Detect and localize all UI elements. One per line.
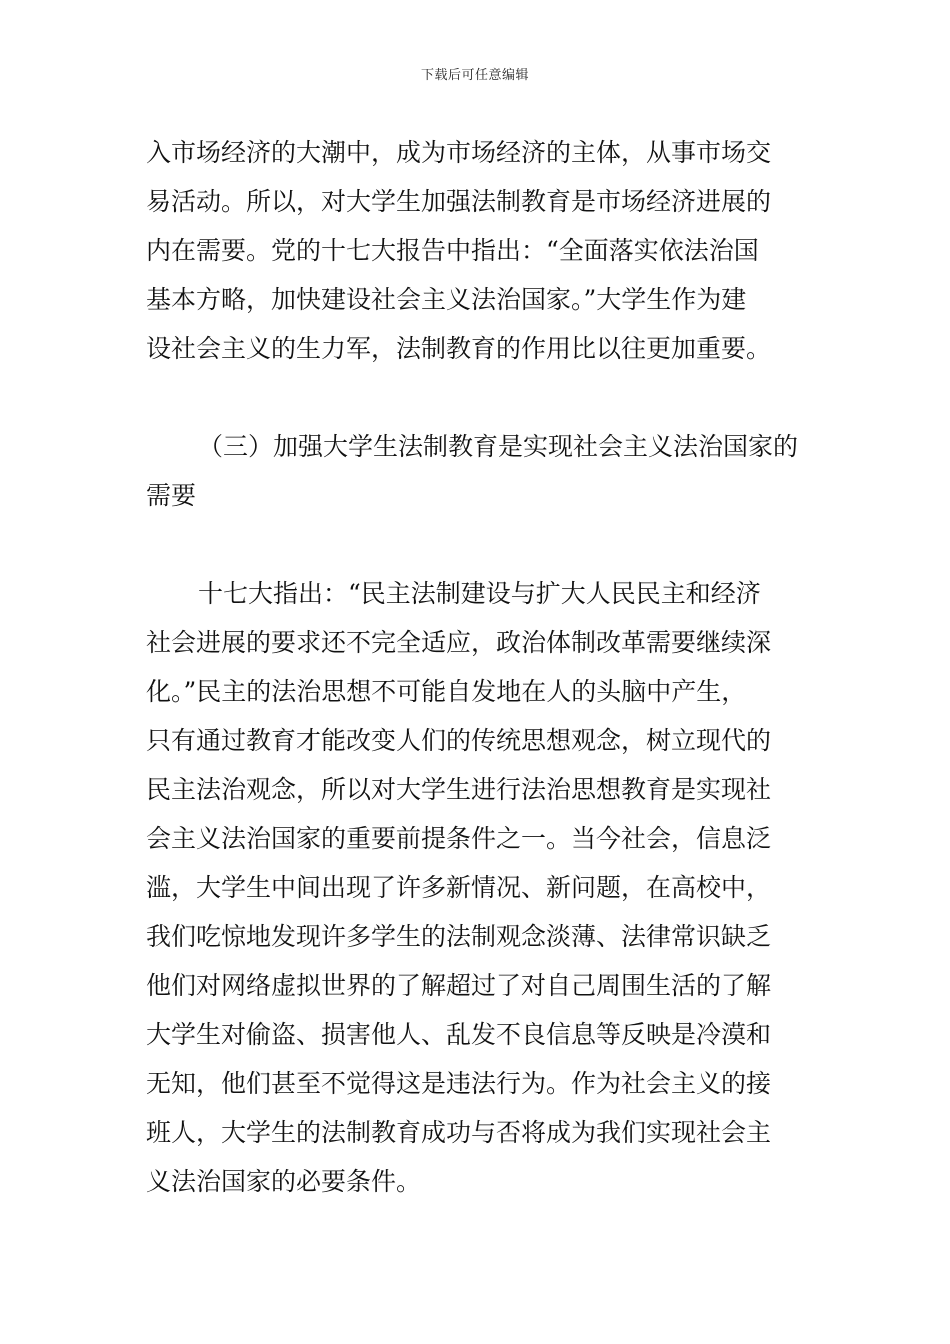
text-line: 入市场经济的大潮中，成为市场经济的主体，从事市场交 bbox=[146, 138, 772, 167]
text-line: 班人，大学生的法制教育成功与否将成为我们实现社会主 bbox=[146, 1118, 772, 1147]
text-line: 设社会主义的生力军，法制教育的作用比以往更加重要。 bbox=[146, 334, 772, 363]
text-line: 大学生对偷盗、损害他人、乱发不良信息等反映是冷漠和 bbox=[146, 1020, 772, 1049]
text-line: 只有通过教育才能改变人们的传统思想观念，树立现代的 bbox=[146, 726, 772, 755]
paragraph-spacer bbox=[146, 373, 808, 422]
text-line: 他们对网络虚拟世界的了解超过了对自己周围生活的了解 bbox=[146, 971, 772, 1000]
text-line: 我们吃惊地发现许多学生的法制观念淡薄、法律常识缺乏 bbox=[146, 922, 772, 951]
text-line: 义法治国家的必要条件。 bbox=[146, 1167, 422, 1196]
text-line: 内在需要。党的十七大报告中指出：“全面落实依法治国 bbox=[146, 236, 759, 265]
text-line: 会主义法治国家的重要前提条件之一。当今社会，信息泛 bbox=[146, 824, 772, 853]
paragraph-spacer bbox=[146, 520, 808, 569]
heading-line: （三）加强大学生法制教育是实现社会主义法治国家的 bbox=[198, 432, 799, 461]
page-header: 下载后可任意编辑 bbox=[420, 68, 529, 83]
section-heading bbox=[146, 422, 808, 520]
paragraph-market-economy bbox=[146, 128, 808, 373]
text-line: 社会进展的要求还不完全适应，政治体制改革需要继续深 bbox=[146, 628, 772, 657]
text-line: 滥，大学生中间出现了许多新情况、新问题，在高校中， bbox=[146, 873, 772, 902]
text-line: 民主法治观念，所以对大学生进行法治思想教育是实现社 bbox=[146, 775, 772, 804]
heading-line: 需要 bbox=[146, 481, 197, 510]
text-line: 无知，他们甚至不觉得这是违法行为。作为社会主义的接 bbox=[146, 1069, 772, 1098]
paragraph-rule-of-law bbox=[146, 569, 808, 1206]
text-line: 化。”民主的法治思想不可能自发地在人的头脑中产生， bbox=[146, 677, 747, 706]
text-line: 易活动。所以，对大学生加强法制教育是市场经济进展的 bbox=[146, 187, 772, 216]
document-body bbox=[146, 128, 808, 1206]
text-line: 基本方略，加快建设社会主义法治国家。”大学生作为建 bbox=[146, 285, 747, 314]
text-line: 十七大指出：“民主法制建设与扩大人民民主和经济 bbox=[198, 579, 761, 608]
